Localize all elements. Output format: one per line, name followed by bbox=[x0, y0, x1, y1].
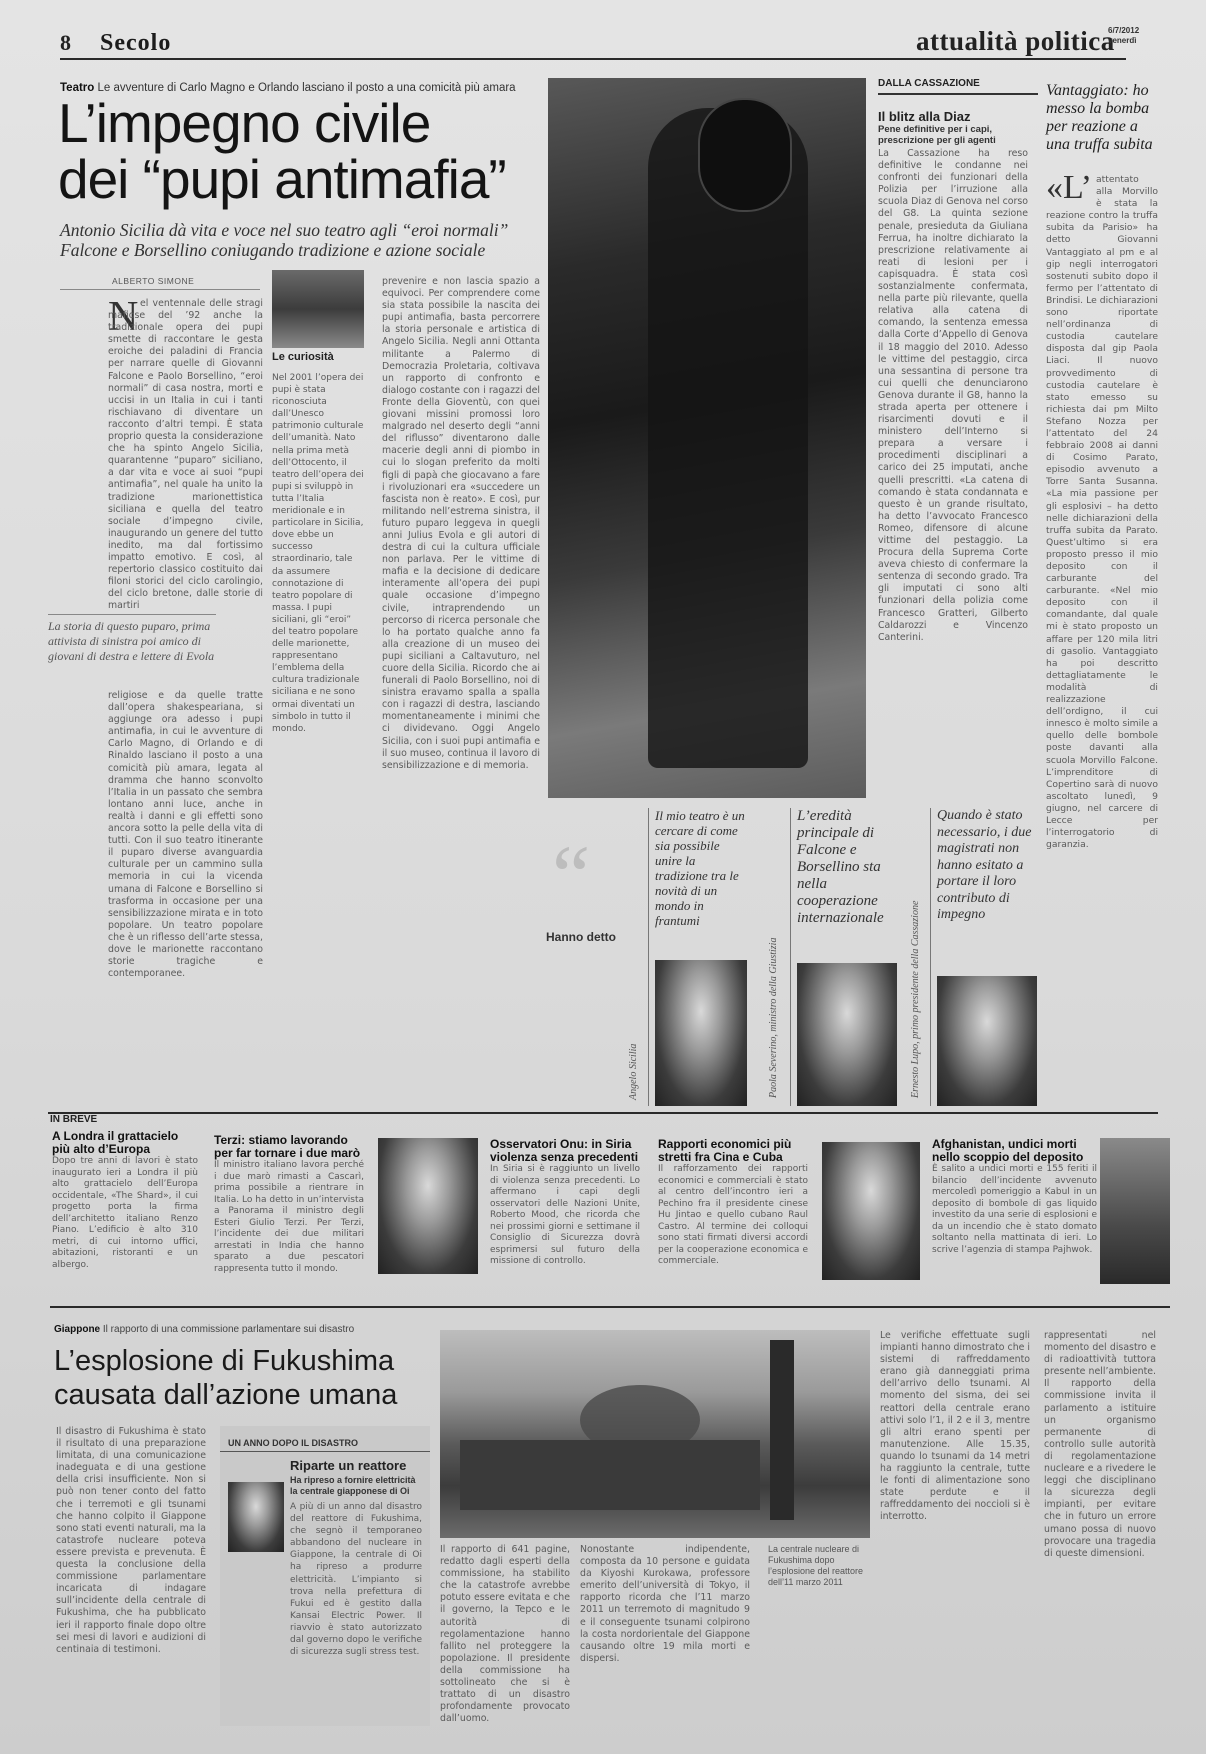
headline-line-2: dei “pupi antimafia” bbox=[58, 148, 506, 210]
brief-4 bbox=[658, 1138, 808, 1283]
box-title: Riparte un reattore bbox=[290, 1458, 407, 1473]
sidebar-text: Nel 2001 l’opera dei pupi è stata riconosciuta dall’Unesco patrimonio culturale dell’umanità. Nato nella prima metà dell’Ottocento, il teatro dell’opera dei pupi si sviluppò in tutta l’Italia meridionale e in particolare in Sicilia, dove ebbe un successo straordinario, tale da assumere connotazione di teatro popolare di massa. I pupi siciliani, gli “eroi” del teatro popolare delle marionette, rappresentano l’emblema della cultura tradizionale siciliana e ne sono ormai diventati un simbolo in tutto il mondo. bbox=[272, 373, 364, 734]
drop-cap: N bbox=[108, 294, 139, 340]
in-breve-rule bbox=[48, 1112, 1158, 1114]
afghanistan-photo bbox=[1100, 1138, 1170, 1284]
tower-structure bbox=[770, 1340, 794, 1520]
quote-3-person: Ernesto Lupo, primo presidente della Cassazione bbox=[910, 900, 921, 1098]
quote-1-person: Angelo Sicilia bbox=[628, 1043, 639, 1100]
brief-3-text: In Siria si è raggiunto un livello di violenza senza precedenti. Lo affermano i capi degli osservatori delle Nazioni Unite, Roberto Mood, che ricorda che nei prossimi giorni e settimane il Consiglio di Sicurezza dovrà esprimersi sul futuro della missione di controllo. bbox=[490, 1164, 640, 1266]
quote-2-person: Paola Severino, ministro della Giustizia bbox=[768, 937, 779, 1098]
angelo-sicilia-photo bbox=[655, 960, 747, 1106]
quote-3 bbox=[930, 808, 1041, 1106]
fukushima-col3-text: Nonostante indipendente, composta da 10 persone e guidata da Kiyoshi Kurokawa, professore emerito dell’università di Tokyo, il rapporto ricorda che l’11 marzo 2011 un terremoto di magnitudo 9 e il conseguente tsunami colpirono la costa nordorientale del Giappone causando oltre 19 mila morti e dispersi. bbox=[580, 1544, 750, 1664]
box-text: A più di un anno dal disastro del reattore di Fukushima, che segnò il temporaneo abbandono del nucleare in Giappone, la centrale di Oi ha ripreso a produrre elettricità. L’impianto si trova nella prefettura di Fukui ed è gestito dalla Kansai Electric Power. Il riavvio è stato autorizzato dal governo dopo le verifiche di sicurezza sugli stress test. bbox=[290, 1502, 422, 1658]
paola-severino-photo bbox=[797, 963, 897, 1106]
weekday: venerdì bbox=[1108, 36, 1137, 45]
main-headline bbox=[58, 92, 548, 210]
fukushima-headline-line-1: L’esplosione di Fukushima bbox=[54, 1345, 395, 1377]
section-label: attualità politica bbox=[916, 26, 1115, 56]
quote-2-text: L’eredità principale di Falcone e Borsellino sta nella cooperazione internazionale bbox=[797, 808, 884, 926]
helmet-shape bbox=[698, 98, 792, 212]
page-number: 8 bbox=[60, 30, 71, 55]
brief-5-text: È salito a undici morti e 155 feriti il bilancio dell’incidente avvenuto mercoledì pomeriggio a Kabul in un deposito di bombole di gas liquido investito da una serie di esplosioni e da un incendio che è stato domato soltanto nella mattinata di ieri. Lo scrive l’agenzia di stampa Pajhwok. bbox=[932, 1164, 1097, 1255]
hanno-detto-label: Hanno detto bbox=[546, 930, 616, 944]
puppets-photo bbox=[548, 78, 866, 798]
kicker-text: Le avventure di Carlo Magno e Orlando lasciano il posto a una comicità più amara bbox=[97, 82, 516, 94]
fukushima-kicker-text: Il rapporto di una commissione parlamentare sui disastro bbox=[102, 1324, 355, 1335]
vantaggiato-box bbox=[1046, 82, 1158, 1102]
brief-3 bbox=[490, 1138, 640, 1283]
brief-5-title: Afghanistan, undici morti nello scoppio del deposito bbox=[932, 1137, 1084, 1164]
ernesto-lupo-photo bbox=[937, 976, 1037, 1106]
fukushima-col5-text: rappresentati nel momento del disastro e di radioattività tuttora presente nell’ambiente. Il rapporto della commissione invita il parlamento a istituire un organismo permanente di controllo sulle autorità di regolamentazione nucleare e a rivedere le leggi che disciplinano la sicurezza degli impianti, per evitare che in futuro un errore umano possa di nuovo provocare una tragedia di queste dimensioni. bbox=[1044, 1330, 1156, 1559]
brief-2-title: Terzi: stiamo lavorando per far tornare i due marò bbox=[214, 1133, 361, 1160]
theater-photo bbox=[272, 270, 364, 348]
quote-1-text: Il mio teatro è un cercare di come sia possibile unire la tradizione tra le novità di un mondo in frantumi bbox=[655, 808, 745, 928]
reactor-building bbox=[460, 1440, 760, 1510]
brief-5 bbox=[932, 1138, 1097, 1288]
fukushima-headline-line-2: causata dall’azione umana bbox=[54, 1379, 398, 1411]
main-col1-text: el ventennale delle stragi mafiose del ’92 anche la tradizionale opera dei pupi smette di raccontare le gesta eroiche dei paladini di Francia per narrare quelle di Giovanni Falcone e Paolo Borsellino, “eroi normali” di casa nostra, morti e uccisi in un Italia in cui i tanti rischiavano di diventare un racconto d’altri tempi. È stata proprio questa la considerazione che ha spinto Angelo Sicilia, quarantenne “puparo” siciliano, a dar vita e voce ai suoi “pupi antimafia”, nel quale ha unito la tradizione marionettistica siciliana e quella del teatro sociale d’impegno civile, inaugurando un genere del tutto inedito, ma dal fortissimo impatto emotivo. E così, al repertorio classico costituito dai filoni storici del ciclo carolingio, del ciclo bretone, dalle storie di martiri bbox=[108, 298, 263, 612]
quote-1 bbox=[648, 808, 749, 1106]
reactor-box bbox=[220, 1426, 430, 1726]
cassazione-box bbox=[878, 78, 1038, 808]
header-rule bbox=[60, 58, 1126, 60]
quote-3-text: Quando è stato necessario, i due magistrati non hanno esitato a portare il loro contributo di impegno bbox=[937, 808, 1032, 922]
headline-line-1: L’impegno civile bbox=[58, 92, 431, 154]
byline-rule bbox=[60, 289, 260, 290]
fukushima-col2-text: Il rapporto di 641 pagine, redatto dagli esperti della commissione, ha stabilito che la catastrofe avrebbe potuto essere evitata e che il governo, la Tepco e le autorità di regolamentazione hanno fallito nel proteggere la popolazione. Il presidente della commissione ha sottolineato che si è trattato di un disastro profondamente provocato dall’uomo. bbox=[440, 1544, 570, 1725]
main-subtitle: Antonio Sicilia dà vita e voce nel suo teatro agli “eroi normali” Falcone e Borsellino coniugando tradizione e azione sociale bbox=[60, 220, 509, 260]
cassazione-subtitle: Pene definitive per i capi, prescrizione per gli agenti bbox=[878, 124, 996, 146]
brief-4-title: Rapporti economici più stretti fra Cina e Cuba bbox=[658, 1137, 792, 1164]
pull-quote: La storia di questo puparo, prima attivista di sinistra poi amico di giovani di destra e lettere di Evola bbox=[48, 614, 216, 664]
date: 6/7/2012 bbox=[1108, 26, 1140, 35]
brief-2-text: Il ministro italiano lavora perché i due marò rimasti a Cascarì, prima possibile a rientrare in Italia. Lo ha detto in un’intervista a Panorama il ministro degli Esteri Giulio Terzi. Per Terzi, l’incidente dei due militari arrestati in India che hanno sparato a due pescatori rappresenta tutto il mondo. bbox=[214, 1160, 364, 1274]
fukushima-photo bbox=[440, 1330, 870, 1538]
fukushima-col4-text: Le verifiche effettuate sugli impianti hanno dimostrato che i sistemi di raffreddamento erano già danneggiati prima dell’arrivo dello tsunami. Al momento del sisma, dei sei reattori della centrale erano attivi solo l’1, il 2 e il 3, mentre gli altri erano spenti per manutenzione. Alle 15.35, quando lo tsunami da 14 metri ha raggiunto la centrale, tutte le fonti di alimentazione sono state perdute e il raffreddamento dei noccioli si è interrotto. bbox=[880, 1330, 1030, 1523]
fukushima-col1-text: Il disastro di Fukushima è stato il risultato di una preparazione limitata, di una comunicazione inadeguata e di una gestione della crisi insufficiente. Non si può non tener conto del fatto che i terremoti e gli tsunami che hanno colpito il Giappone sono stati eventi naturali, ma la catastrofe nucleare poteva essere prevista e prevenuta. È questa la conclusione della commissione parlamentare incaricata di indagare sull’incidente della centrale di Fukushima, che ha pubblicato ieri il rapporto finale dopo oltre sei mesi di lavori e audizioni di centinaia di testimoni. bbox=[56, 1426, 206, 1655]
kicker-label: Teatro bbox=[60, 82, 95, 94]
box-subtitle: Ha ripreso a fornire elettricità la centrale giapponese di Oi bbox=[290, 1475, 416, 1496]
fukushima-kicker-label: Giappone bbox=[54, 1324, 101, 1335]
cassazione-text: La Cassazione ha reso definitive le condanne nei confronti dei funzionari della Polizia per l’irruzione alla scuola Diaz di Genova nel corso del G8. La quinta sezione penale, presieduta da Giuliana Ferrua, ha inoltre dichiarato la prescrizione relativamente ai reati di lesioni per i capisquadra. È stata così sostanzialmente confermata, nella parte più rilevante, quella relativa alla catena di comando, la sentenza emessa dalla Corte d’Appello di Genova il 18 maggio del 2010. Adesso le vittime del pestaggio, circa una sessantina di persone tra cui quelli che denunciarono Genova durante il G8, hanno la strada aperta per ottenere i risarcimenti dovuti e il ministero dell’Interno si prepara a versare i procedimenti disciplinari a carico dei 25 imputati, anche quelli prescritti. «La catena di comando è stata condannata e questo è un grande risultato, ha detto l’avvocato Francesco Romeo, difensore di alcune vittime del pestaggio. La Procura della Suprema Corte aveva chiesto di confermare la sentenza di secondo grado. Tra gli imputati ci sono alti funzionari della polizia come Francesco Gratteri, Gilberto Caldarozzi e Vincenzo Canterini. bbox=[878, 148, 1028, 643]
brief-3-title: Osservatori Onu: in Siria violenza senza precedenti bbox=[490, 1137, 639, 1164]
box-photo bbox=[228, 1482, 284, 1552]
paper-name: Secolo bbox=[100, 30, 172, 56]
fukushima-photo-caption: La centrale nucleare di Fukushima dopo l’esplosione del reattore dell’11 marzo 2011 bbox=[768, 1544, 864, 1587]
main-col3-text: prevenire e non lascia spazio a equivoci. Per comprendere come sia stata possibile la nascita dei pupi antimafia, basta percorrere la storia personale e artistica di Angelo Sicilia. Negli anni Ottanta militante a Palermo di Democrazia Proletaria, coltivava un rapporto di confronto e dialogo costante con i ragazzi del Fronte della Gioventù, con quei giovani missini promossi loro malgrado nel deserto degli “anni del riflusso” diventarono dalle macerie degli anni di piombo in cui lo slogan preferito da molti figli di papà che giocavano a fare i rivoluzionari era «succedere un fascista non è reato». E così, pur militando nell’estrema sinistra, il futuro puparo leggeva in quegli anni Julius Evola e gli autori di destra di cui la cultura ufficiale non parlava. Per le vittime di mafia e la decisione di dedicare interamente all’opera dei pupi quale occasione d’impegno civile, intraprendendo un percorso di ricerca personale che lo ha portato qualche anno fa alla creazione di un museo dei pupi siciliani a Caltavuturo, nel cuore della Sicilia. Ricordo che ai funerali di Paolo Borsellino, noi di sinistra eravamo spalla a spalla con i ragazzi di destra, lasciando momentaneamente i minimi che ci dividevano. Oggi Angelo Sicilia, con i suoi pupi antimafia e il suo museo, continua il lavoro di sensibilizzazione e di memoria. bbox=[382, 276, 540, 771]
brief-4-text: Il rafforzamento dei rapporti economici e commerciali è stato al centro dell’incontro ieri a Pechino fra il presidente cinese Hu Jintao e quello cubano Raul Castro. Al termine dei colloqui sono stati firmati diversi accordi per la cooperazione economica e commerciale. bbox=[658, 1164, 808, 1266]
sidebar-title: Le curiosità bbox=[272, 351, 334, 363]
date-line bbox=[1108, 26, 1158, 46]
brief-2 bbox=[214, 1134, 364, 1284]
main-col1-text-bottom: religiose e da quelle tratte dall’opera shakespeariana, si aggiunge ora adesso i pupi antimafia, in cui le avventure di Carlo Magno, di Orlando e di Rinaldo lasciano il posto a una comicità più amara, legata al dramma che hanno sconvolto l’Italia in un passato che sembra lontano anni luce, anche in realtà i danni e gli effetti sono ancora sotto la pelle della vita di tutti. Con il suo teatro itinerante il puparo diverse avanguardia culturale per un cammino sulla memoria in cui la vicenda umana di Falcone e Borsellino si trasforma in occasione per una sensibilizzazione mirata e in toto popolare. Un teatro popolare che è un riflesso dell’arte stessa, dove le marionette raccontano storie tragiche e contemporanee. bbox=[108, 690, 263, 980]
cassazione-title: Il blitz alla Diaz bbox=[878, 109, 971, 124]
box-kicker: UN ANNO DOPO IL DISASTRO bbox=[220, 1426, 430, 1452]
fukushima-kicker bbox=[54, 1324, 454, 1335]
in-breve-label: IN BREVE bbox=[50, 1114, 98, 1125]
brief-1-text: Dopo tre anni di lavori è stato inaugurato ieri a Londra il più alto grattacielo dell’Europa occidentale, «The Shard», il cui progetto porta la firma dell’architetto italiano Renzo Piano. L’edificio è alto 310 metri, di cui intorno uffici, abitazioni, ristoranti e un albergo. bbox=[52, 1156, 198, 1270]
brief-1 bbox=[52, 1130, 198, 1280]
big-quote-mark: “ bbox=[552, 827, 591, 923]
cassazione-kicker: DALLA CASSAZIONE bbox=[878, 78, 1038, 95]
terzi-photo bbox=[378, 1138, 478, 1274]
vantaggiato-drop-cap: «L’ bbox=[1046, 169, 1092, 206]
quote-2 bbox=[790, 808, 901, 1106]
brief-1-title: A Londra il grattacielo più alto d’Europa bbox=[52, 1129, 179, 1156]
fukushima-rule bbox=[50, 1306, 1170, 1308]
hu-jintao-photo bbox=[822, 1142, 920, 1280]
vantaggiato-text: attentato alla Morvillo è stata la reazione contro la truffa subita da Parisio» ha detto Giovanni Vantaggiato al pm e al gip negli interrogatori sostenuti subito dopo il fermo per l’attentato di Brindisi. Le dichiarazioni sono riportate nell’ordinanza di custodia cautelare disposta dal gip Paola Liaci. Il nuovo provvedimento di custodia cautelare è stato emesso su richiesta dai pm Milto Stefano Nozza per l’attentato del 24 febbraio 2008 ai danni di Cosimo Parato, episodio avvenuto a Torre Santa Susanna. «La mia passione per gli esplosivi – ha detto nelle dichiarazioni della truffa subita da Parato. Quest’ultimo si era proposto presso il mio deposito con il carburante del carburante. «Nel mio deposito con il comandante, dal quale mi è stato proposto un affare per 120 mila litri di gasolio. Vantaggiato ha poi descritto dettagliatamente le modalità di realizzazione dell’ordigno, il cui innesco è molto simile a quello delle bombole poste davanti alla scuola Morvillo Falcone. L’imprenditore di Copertino sarà di nuovo ascoltato lunedì, 9 giugno, nel carcere di Lecce per l’interrogatorio di garanzia. bbox=[1046, 174, 1158, 851]
fukushima-headline bbox=[54, 1344, 454, 1412]
vantaggiato-title: Vantaggiato: ho messo la bomba per reazione a una truffa subita bbox=[1046, 82, 1153, 153]
byline: ALBERTO SIMONE bbox=[112, 276, 195, 286]
